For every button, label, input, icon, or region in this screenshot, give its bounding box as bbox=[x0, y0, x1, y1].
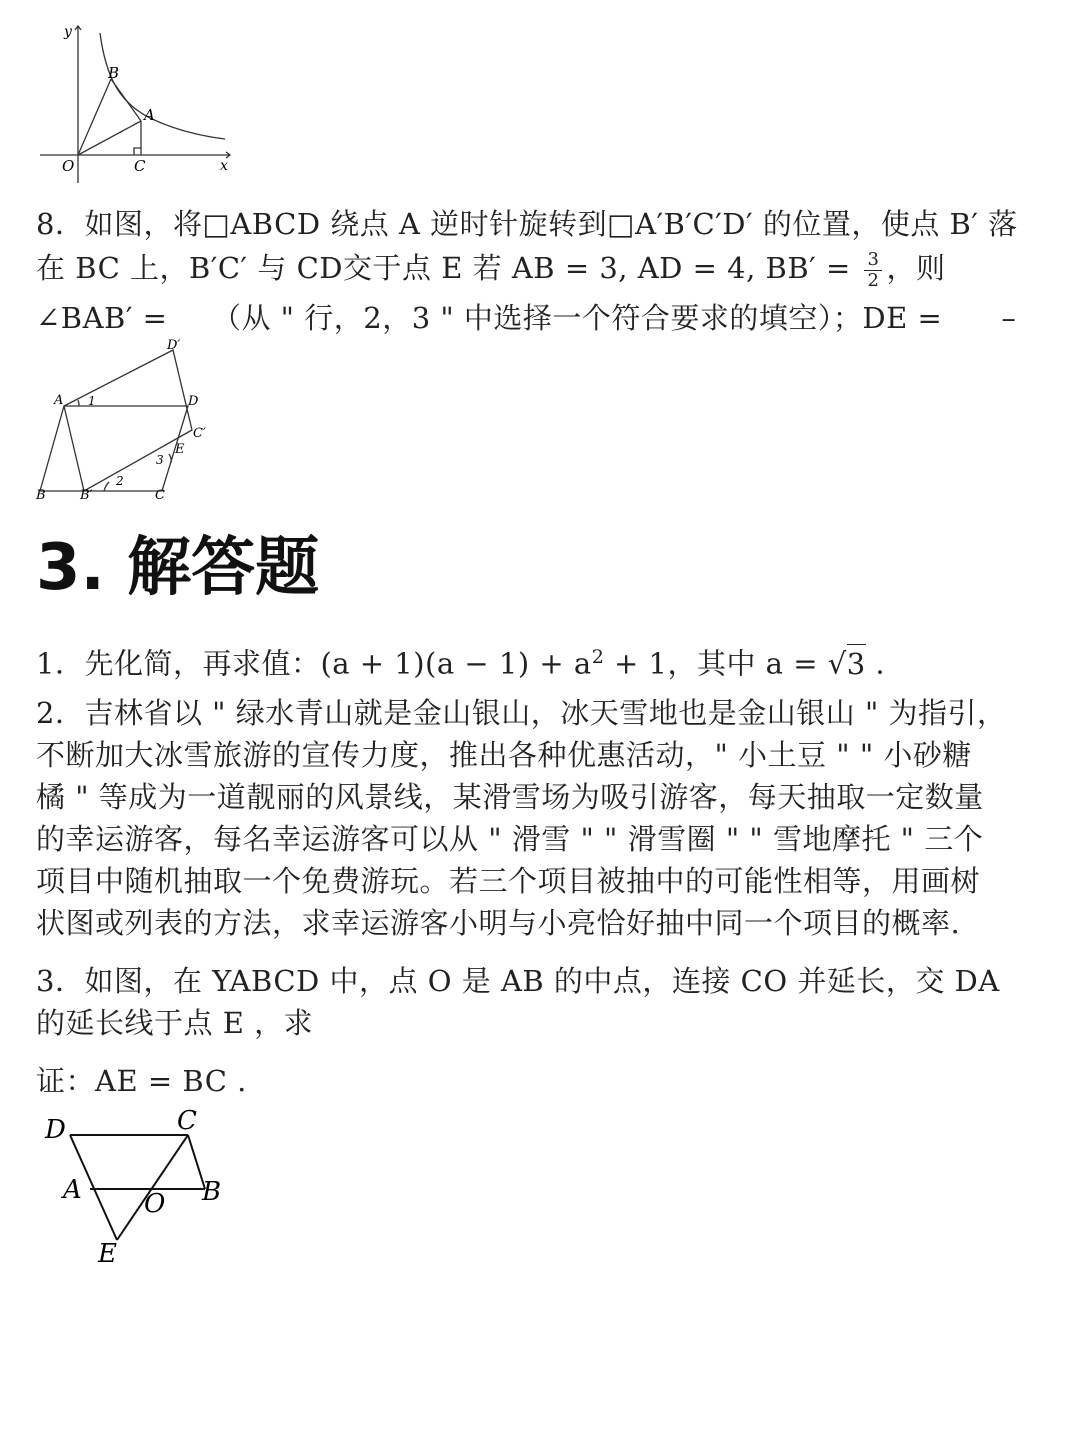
section-title: 3. 解答题 bbox=[36, 531, 320, 605]
q8-line-1: 8．如图，将□ABCD 绕点 A 逆时针旋转到□A′B′C′D′ 的位置，使点 B′ 落 bbox=[36, 207, 1018, 241]
problem-2-line-6: 状图或列表的方法，求幸运游客小明与小亮恰好抽中同一个项目的概率. bbox=[36, 906, 961, 940]
angle-2-label: 2 bbox=[116, 474, 124, 488]
problem-3-line-2: 的延长线于点 E ，求 bbox=[36, 1006, 314, 1040]
problem-2-line-3: 橘 " 等成为一道靓丽的风景线，某滑雪场为吸引游客，每天抽取一定数量 bbox=[36, 780, 984, 814]
point-a-label: A bbox=[144, 106, 155, 124]
parallelogram-rotation-figure bbox=[30, 334, 220, 504]
hyperbola-figure bbox=[30, 18, 240, 188]
q8-line-3: ∠BAB′ = （从 " 行，2，3 " 中选择一个符合要求的填空）；DE = – bbox=[36, 301, 1017, 335]
fraction-three-halves: $\frac{3}{2}$ bbox=[864, 250, 882, 291]
q8-line-2: 在 BC 上，B′C′ 与 CD交于点 E 若 AB = 3, AD = 4, BB′ = $\frac{3}{2}$ ，则 bbox=[36, 248, 946, 291]
point-a-label: A bbox=[63, 1175, 82, 1205]
point-c-label: C bbox=[134, 157, 146, 175]
problem-2-line-5: 项目中随机抽取一个免费游玩。若三个项目被抽中的可能性相等，用画树 bbox=[36, 864, 981, 898]
parallelogram-extension-figure bbox=[40, 1100, 240, 1270]
problem-1: 1．先化简，再求值：$(a + 1)(a - 1) + a^2 + 1$，其中 a = √3 . bbox=[36, 637, 885, 684]
point-o-label: O bbox=[62, 157, 75, 175]
point-b-label: B bbox=[108, 64, 120, 82]
x-axis-label: x bbox=[220, 158, 228, 174]
point-c-label: C bbox=[177, 1106, 197, 1136]
point-o-label: O bbox=[144, 1189, 166, 1219]
problem-2-line-4: 的幸运游客，每名幸运游客可以从 " 滑雪 " " 滑雪圈 " " 雪地摩托 " 三个 bbox=[36, 822, 984, 856]
point-b-label: B bbox=[36, 488, 46, 503]
problem-2-line-1: 2．吉林省以 " 绿水青山就是金山银山，冰天雪地也是金山银山 " 为指引， bbox=[36, 696, 1007, 730]
angle-1-label: 1 bbox=[88, 394, 96, 408]
problem-3-line-1: 3．如图，在 YABCD 中，点 O 是 AB 的中点，连接 CO 并延长，交 DA bbox=[36, 964, 1000, 998]
point-d-label: D bbox=[188, 394, 199, 409]
point-d-prime-label: D′ bbox=[167, 338, 181, 353]
point-c-prime-label: C′ bbox=[193, 426, 206, 441]
point-b-prime-label: B′ bbox=[80, 488, 93, 503]
point-b-label: B bbox=[202, 1177, 222, 1207]
point-e-label: E bbox=[175, 442, 185, 457]
point-e-label: E bbox=[98, 1239, 117, 1269]
problem-2-line-2: 不断加大冰雪旅游的宣传力度，推出各种优惠活动，" 小土豆 " " 小砂糖 bbox=[36, 738, 972, 772]
problem-3-line-3: 证：AE = BC . bbox=[36, 1064, 247, 1098]
point-d-label: D bbox=[45, 1115, 66, 1145]
angle-3-label: 3 bbox=[156, 453, 164, 467]
point-a-label: A bbox=[54, 393, 64, 408]
point-c-label: C bbox=[155, 488, 165, 503]
y-axis-label: y bbox=[64, 24, 72, 40]
